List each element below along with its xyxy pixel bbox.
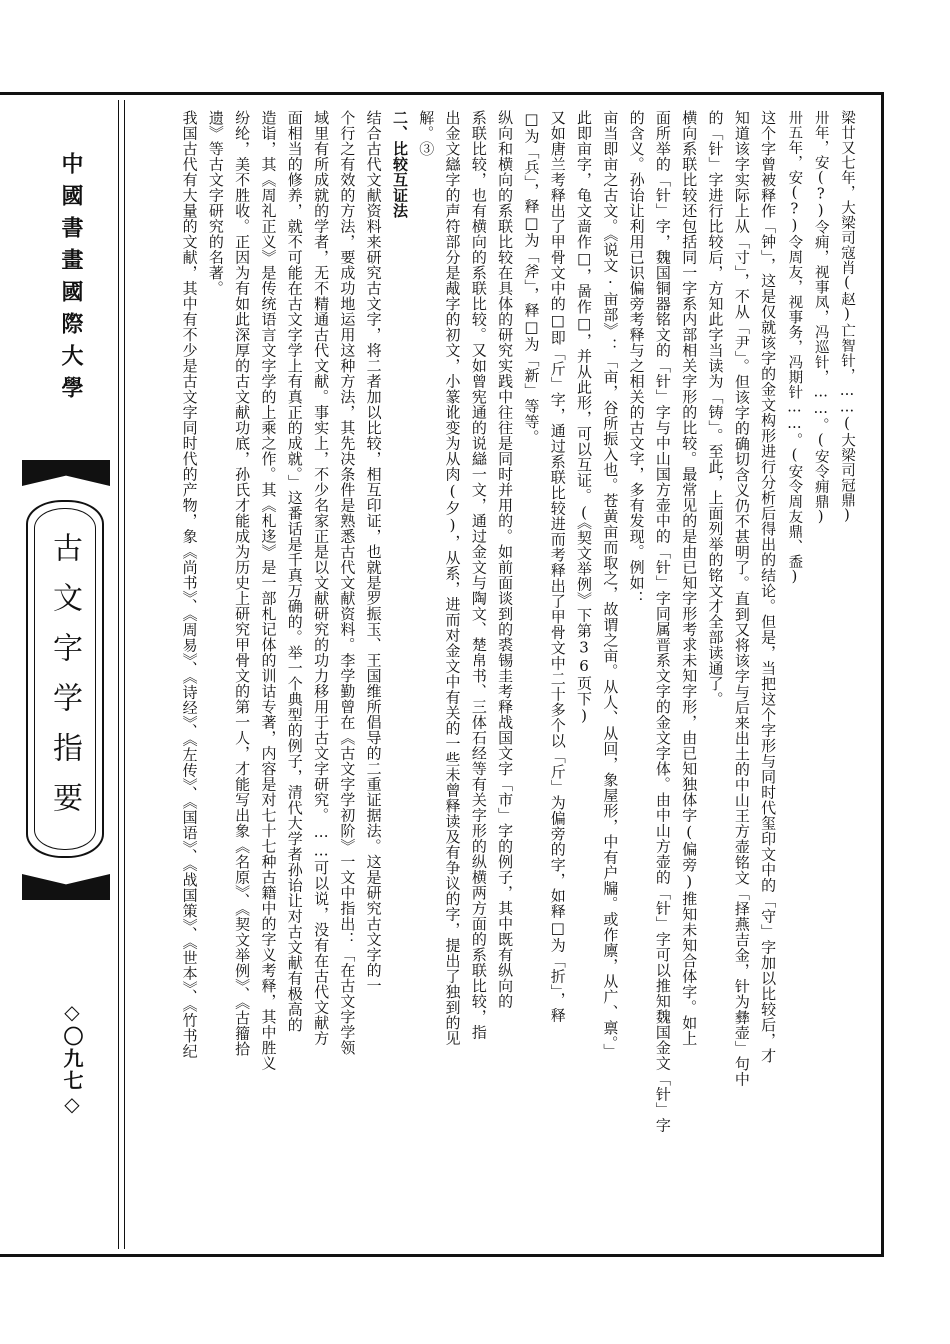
text-column: 域里有所成就的学者，无不精通古代文献。事实上，不少名家正是以文献研究的功力移用于古文字研究。……可以说，没有在古代文献方 [312, 110, 331, 1046]
section-heading: 二、比较互证法 [390, 110, 409, 219]
text-column: 造诣，其《周礼正义》是传统语言文字学的上乘之作。其《札迻》是一部札记体的训诂专著，内容是对七十七种古籍中的字义考释，其中胜义 [259, 110, 278, 1071]
main-text-body [140, 110, 860, 1250]
text-column: 系联比较，也有横向的系联比较。又如曾宪通的说䜌一文，通过金文与陶文、楚帛书、三体石经等有关字形的纵横两方面的系联比较，指 [469, 110, 488, 1040]
book-title-cartouche [22, 460, 110, 900]
text-column: 的「针」字进行比较后，方知此字当读为「铸」。至此，上面列举的铭文才全部读通了。 [706, 110, 725, 707]
text-column: 结合古代文献资料来研究古文字，将二者加以比较，相互印证，也就是罗振玉、王国维所倡导的二重证据法。这是研究古文字的一 [364, 110, 383, 994]
book-title: 古文字学指要 [47, 532, 82, 832]
cartouche-bottom-bar [22, 874, 110, 900]
text-column: 卅年，安(?)令痈，视事凤，冯巡针，……。(安令痈鼎) [812, 110, 829, 526]
text-column: 卅五年，安(?)令周友，视事务，冯期针……。(安令周友鼎、盉) [786, 110, 803, 586]
text-column: □为「兵」，释□为「斧」，释□为「新」等等。 [522, 110, 541, 445]
text-column: 梁廿又七年，大梁司寇肖(赵)亡智针，……(大梁司冠鼎) [839, 110, 855, 524]
text-column: 横向系联比较还包括同一字系内部相关字形的比较。最常见的是由已知字形考求未知字形，由已知独体字(偏旁)推知未知合体字。如上 [680, 110, 699, 1046]
text-column: 这个字曾被释作「钟」，这是仅就该字的金文构形进行分析后得出的结论。但是，当把这个字形与同时代玺印文中的「守」字加以比较后，才 [759, 110, 778, 1064]
cartouche-top-bar [22, 460, 110, 486]
text-column: 解。③ [417, 110, 436, 157]
text-column: 知道该字实际上从「寸」，不从「尹」。但该字的确切含义仍不甚明了。直到又将该字与后来出土的中山王方壶铭文「择燕吉金，针为彝壶」句中 [732, 110, 751, 1087]
text-column: 又如唐兰考释出了甲骨文中的□即「斤」字，通过系联比较进而考释出了甲骨文中二十多个以「斤」为偏旁的字，如释□为「折」，释 [548, 110, 567, 1023]
text-column: 纵向和横向的系联比较在具体的研究实践中往往是同时并用的。如前面谈到的裘锡圭考释战国文字「市」字的例子，其中既有纵向的 [496, 110, 515, 1009]
margin-rule [124, 100, 125, 1249]
text-column: 亩当即亩之古文。《说文·亩部》：「亩，谷所振入也。苍黄亩而取之，故谓之亩。从人、从回，象屋形，中有户牖。或作廪，从广、禀。」 [601, 110, 620, 1059]
text-column: 的含义。孙诒让利用已识偏旁考释与之相关的古文字，多有发现。例如： [627, 110, 646, 606]
university-name: 中國書畫國際大學 [58, 152, 84, 408]
margin-rule-inner [118, 100, 119, 1249]
text-column: 我国古代有大量的文献，其中有不少是古文字同时代的产物，象《尚书》、《周易》、《诗经》、《左传》、《国语》、《战国策》、《世本》、《竹书纪 [180, 110, 199, 1059]
text-column: 纷纶，美不胜收。正因为有如此深厚的古文献功底，孙氏才能成为历史上研究甲骨文的第一人，才能写出象《名原》、《契文举例》、《古籀拾 [233, 110, 252, 1057]
text-column: 出金文䜌字的声符部分是胾字的初文，小篆讹变为从肉(夕)，从系，进而对金文中有关的一些未曾释读及有争议的字，提出了独到的见 [443, 110, 462, 1046]
page-number: ◇〇九七◇ [60, 1000, 84, 1118]
text-column: 此即亩字，龟文啬作□，啚作□，并从此形，可以互证。(《契文举例》下第36页下) [575, 110, 594, 725]
text-column: 个行之有效的方法，要成功地运用这种方法，其先决条件是熟悉古代文献资料。李学勤曾在《古文字学初阶》一文中指出：「在古文字学领 [338, 110, 357, 1056]
text-column: 面相当的修养，就不可能在古文字学上有真正的成就。」这番话是千真万确的。举一个典型的例子，清代大学者孙诒让对古文献有极高的 [285, 110, 304, 1033]
text-column: 面所举的「针」字，魏国铜器铭文的「针」字与中山国方壶中的「针」字同属晋系文字的金文字体。由中山方壶的「针」字可以推知魏国金文「针」字 [653, 110, 672, 1133]
text-column: 遗》等古文字研究的名著。 [206, 110, 225, 296]
